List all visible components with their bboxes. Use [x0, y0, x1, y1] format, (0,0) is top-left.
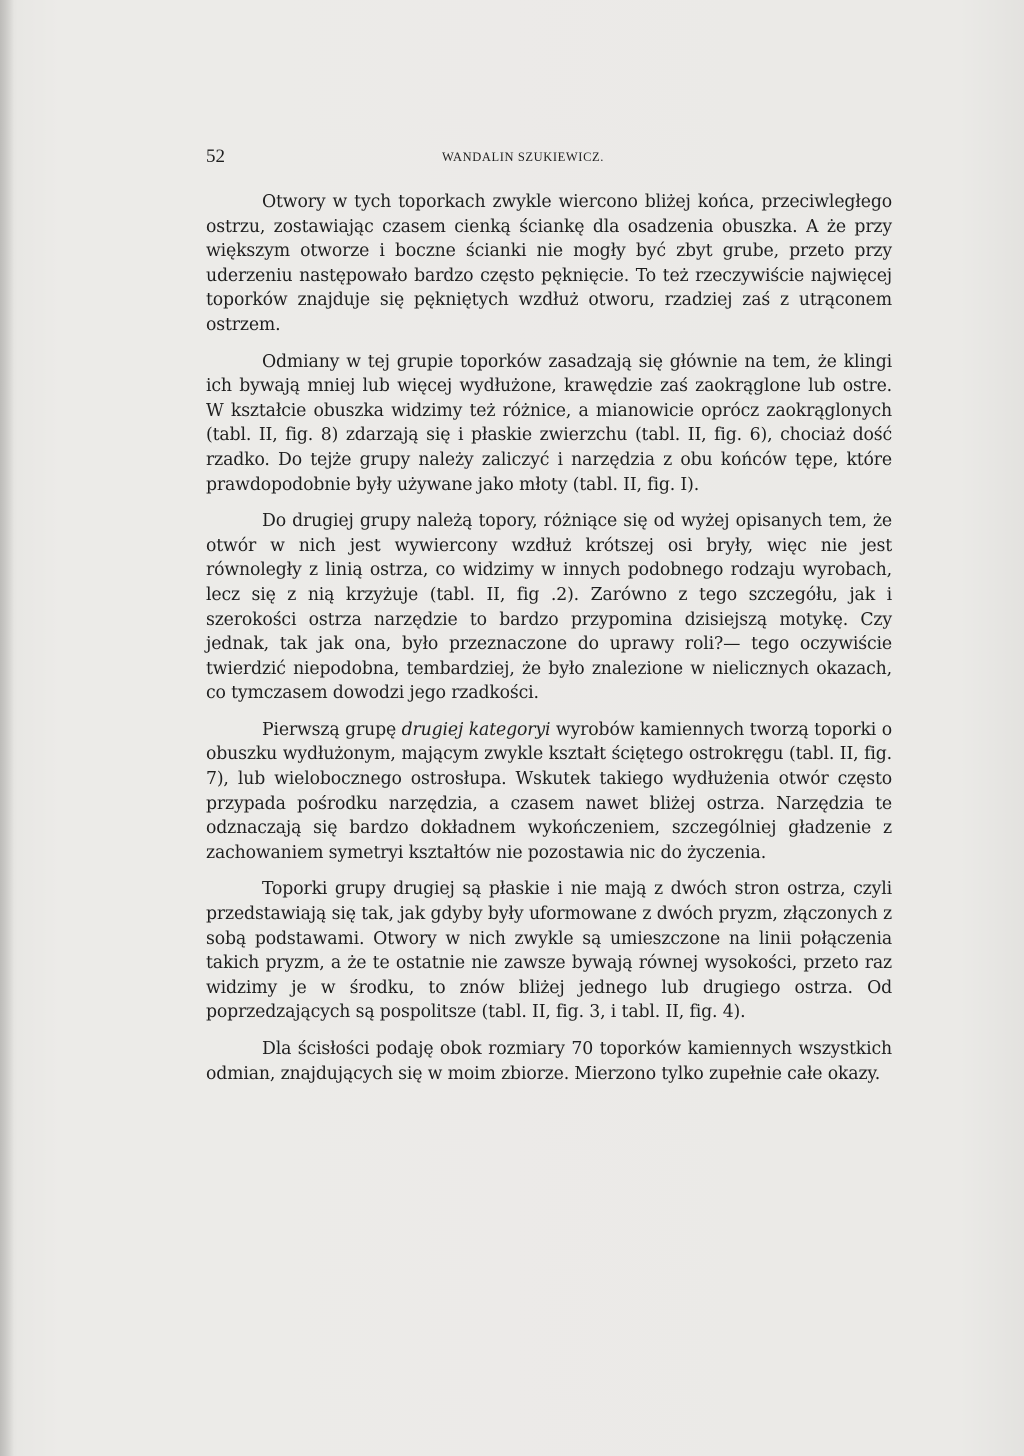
paragraph-4-emphasis: drugiej kategoryi: [401, 719, 551, 740]
page-edge-shadow: [0, 0, 14, 1456]
paragraph-4-start: Pierwszą grupę: [262, 719, 402, 740]
paragraph-5: Toporki grupy drugiej są płaskie i nie mają z dwóch stron ostrza, czyli przedstawiają się tak, jak gdyby były uformowane z dwóch pryzm, złączonych z sobą podstawami. Otwory w nich zwykle są umieszczone na linii połączenia takich pryzm, a że te ostatnie nie zawsze bywają równej wysokości, przeto raz widzimy je w środku, to znów bliżej jednego lub drugiego ostrza. Od poprzedzających są pospolitsze (tabl. II, fig. 3, i tabl. II, fig. 4).: [206, 879, 892, 1023]
paragraph-1: Otwory w tych toporkach zwykle wiercono bliżej końca, przeciwległego ostrzu, zostawiając czasem cienką ściankę dla osadzenia obuszka. A że przy większym otworze i boczne ścianki nie mogły być zbyt grube, przeto przy uderzeniu następowało bardzo często pęknięcie. To też rzeczywiście najwięcej toporków znajduje się pękniętych wzdłuż otworu, rzadziej zaś z utrąconem ostrzem.: [206, 192, 892, 335]
paragraph-4-rest: wyrobów kamiennych tworzą toporki o obuszku wydłużonym, mającym zwykle kształt ściętego ostrokręgu (tabl. II, fig. 7), lub wielobocznego ostrosłupa. Wskutek takiego wydłużenia otwór często przypada pośrodku narzędzia, a czasem nawet bliżej ostrza. Narzędzia te odznaczają się bardzo dokładnem wykończeniem, szczególniej gładzenie z zachowaniem symetryi kształtów nie pozostawia nic do życzenia.: [206, 719, 892, 863]
body-text: [206, 190, 892, 1098]
paragraph-4: [206, 718, 892, 866]
page-number: 52: [206, 146, 225, 167]
page-header: [206, 146, 886, 172]
paragraph-3: Do drugiej grupy należą topory, różniące się od wyżej opisanych tem, że otwór w nich jest wywiercony wzdłuż krótszej osi bryły, więc nie jest równoległy z linią ostrza, co widzimy w innych podobnego rodzaju wyrobach, lecz się z nią krzyżuje (tabl. II, fig .2). Zarówno z tego szczegółu, jak i szerokości ostrza narzędzie to bardzo przypomina dzisiejszą motykę. Czy jednak, tak jak ona, było przeznaczone do uprawy roli?— tego oczywiście twierdzić niepodobna, tembardziej, że było znalezione w nielicznych okazach, co tymczasem dowodzi jego rzadkości.: [206, 511, 892, 704]
paragraph-2: Odmiany w tej grupie toporków zasadzają się głównie na tem, że klingi ich bywają mniej lub więcej wydłużone, krawędzie zaś zaokrąglone lub ostre. W kształcie obuszka widzimy też różnice, a mianowicie oprócz zaokrąglonych (tabl. II, fig. 8) zdarzają się i płaskie zwierzchu (tabl. II, fig. 6), chociaż dość rzadko. Do tejże grupy należy zaliczyć i narzędzia z obu końców tępe, które prawdopodobnie były używane jako młoty (tabl. II, fig. I).: [206, 351, 892, 495]
running-title: WANDALIN SZUKIEWICZ.: [442, 150, 604, 164]
paragraph-6: Dla ścisłości podaję obok rozmiary 70 toporków kamiennych wszystkich odmian, znajdujących się w moim zbiorze. Mierzono tylko zupełnie całe okazy.: [206, 1039, 892, 1084]
